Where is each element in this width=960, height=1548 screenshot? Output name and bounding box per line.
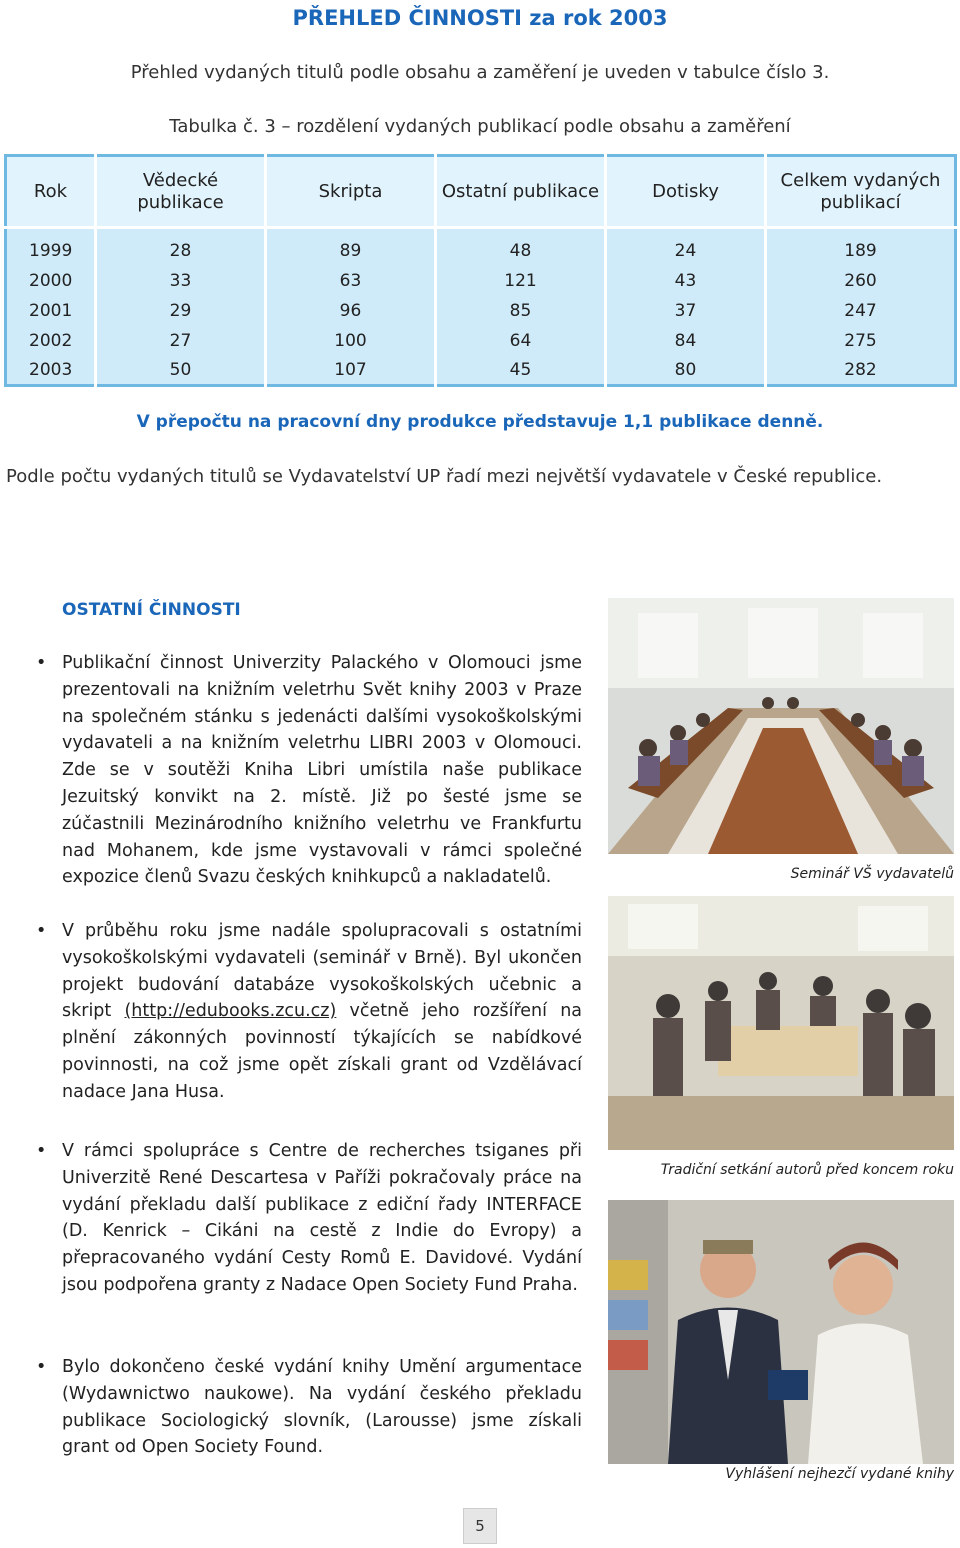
table-cell: 275 [844, 330, 877, 351]
bullet-text: V průběhu roku jsme nadále spolupracovali s ostatními vysokoškolskými vydavateli (seminář v Brně). Byl ukončen projekt budování databáze vysokoškolských učebnic a skript [62, 921, 582, 1022]
col-header-scientific: Vědecké publikace [96, 156, 266, 228]
table-cell: 28 [96, 228, 266, 266]
authors-meeting-photo [608, 896, 954, 1150]
seminar-photo [608, 598, 954, 854]
table-cell: 63 [266, 266, 436, 296]
table-cell: 121 [436, 266, 606, 296]
table-cell: 24 [606, 228, 766, 266]
table-cell: 100 [266, 326, 436, 356]
col-header-scripts: Skripta [266, 156, 436, 228]
bullet-text: Publikační činnost Univerzity Palackého v Olomouci jsme prezentovali na knižním veletrhu Svět knihy 2003 v Praze na společném stánku s jedenácti dalšími vysokoškolskými vydavateli a na knižním veletrhu LIBRI 2003 v Olomouci. Zde se v soutěži Kniha Libri umístila naše publikace Jezuitský konvikt na 2. místě. Již po šesté jsme se zúčastnili Mezinárodního knižního veletrhu ve Frankfurtu nad Mohanem, kde jsme vystavovali v rámci společné expozice členů Svazu českých knihkupců a nakladatelů. [62, 653, 582, 888]
table-cell: 189 [844, 241, 877, 262]
table-cell: 84 [606, 326, 766, 356]
bullet-item-translations [36, 1354, 582, 1461]
photo-caption: Seminář VŠ vydavatelů [790, 866, 954, 882]
publisher-ranking-text: Podle počtu vydaných titulů se Vydavatelství UP řadí mezi největší vydavatele v České republice. [6, 466, 883, 487]
table-cell: 260 [844, 270, 877, 291]
page-title: PŘEHLED ČINNOSTI za rok 2003 [292, 6, 668, 30]
table-cell: 43 [606, 266, 766, 296]
bullet-item-interface-series [36, 1138, 582, 1299]
section-title: OSTATNÍ ČINNOSTI [62, 600, 241, 620]
bullet-text: včetně jeho rozšíření na plnění zákonných povinností týkajících se nabídkové povinnosti, na což jsme opět získali grant od Vzdělávací nadace Jana Husa. [62, 1001, 583, 1102]
table-cell: 29 [96, 296, 266, 326]
table-cell: 48 [436, 228, 606, 266]
table-cell: 96 [266, 296, 436, 326]
col-header-reprints: Dotisky [606, 156, 766, 228]
table-cell: 27 [96, 326, 266, 356]
table-cell: 1999 [6, 228, 96, 266]
table-cell: 2002 [6, 326, 96, 356]
col-header-year: Rok [6, 156, 96, 228]
table-row [6, 296, 956, 326]
table-row [6, 326, 956, 356]
table-caption: Tabulka č. 3 – rozdělení vydaných publikací podle obsahu a zaměření [169, 116, 791, 137]
col-header-total: Celkem vydaných publikací [766, 156, 956, 228]
table-cell: 282 [844, 359, 877, 380]
table-row [6, 266, 956, 296]
award-photo [608, 1200, 954, 1464]
table-cell: 89 [266, 228, 436, 266]
photo-caption: Vyhlášení nejhezčí vydané knihy [725, 1466, 954, 1482]
table-cell: 45 [436, 356, 606, 386]
bullet-text: V rámci spolupráce s Centre de recherches tsiganes při Univerzitě René Descartesa v Paříži pokračovaly práce na vydání překladu další publikace z ediční řady INTERFACE (D. Kenrick – Cikáni na cestě z Indie do Evropy) a přepracovaného vydání Cesty Romů E. Davidové. Vydání jsou podpořena granty z Nadace Open Society Fund Praha. [62, 1141, 582, 1295]
bullet-item-book-fairs [36, 650, 582, 891]
table-row [6, 356, 956, 386]
bullet-text: Bylo dokončeno české vydání knihy Umění argumentace (Wydawnictwo naukowe). Na vydání českého překladu publikace Sociologický slovník, (Larousse) jsme získali grant od Open Society Found. [62, 1357, 582, 1458]
table-cell: 64 [436, 326, 606, 356]
table-cell: 2000 [6, 266, 96, 296]
page-number: 5 [463, 1508, 497, 1544]
table-header-row [6, 156, 956, 228]
publications-table [4, 154, 957, 387]
table-cell: 2003 [6, 356, 96, 386]
bullet-icon: • [36, 921, 47, 941]
table-cell: 80 [606, 356, 766, 386]
table-cell: 2001 [6, 296, 96, 326]
bullet-icon: • [36, 653, 47, 673]
col-header-other: Ostatní publikace [436, 156, 606, 228]
table-cell: 50 [96, 356, 266, 386]
photo-caption: Tradiční setkání autorů před koncem roku [660, 1162, 954, 1178]
table-cell: 107 [266, 356, 436, 386]
bullet-icon: • [36, 1357, 47, 1377]
bullet-item-cooperation [36, 918, 583, 1106]
table-cell: 37 [606, 296, 766, 326]
table-cell: 33 [96, 266, 266, 296]
bullet-icon: • [36, 1141, 47, 1161]
daily-production-highlight: V přepočtu na pracovní dny produkce představuje 1,1 publikace denně. [136, 412, 824, 432]
table-cell: 85 [436, 296, 606, 326]
table-row [6, 228, 956, 266]
edubooks-link[interactable]: (http://edubooks.zcu.cz) [124, 1001, 337, 1022]
intro-text: Přehled vydaných titulů podle obsahu a zaměření je uveden v tabulce číslo 3. [130, 62, 830, 83]
table-cell: 247 [844, 300, 877, 321]
